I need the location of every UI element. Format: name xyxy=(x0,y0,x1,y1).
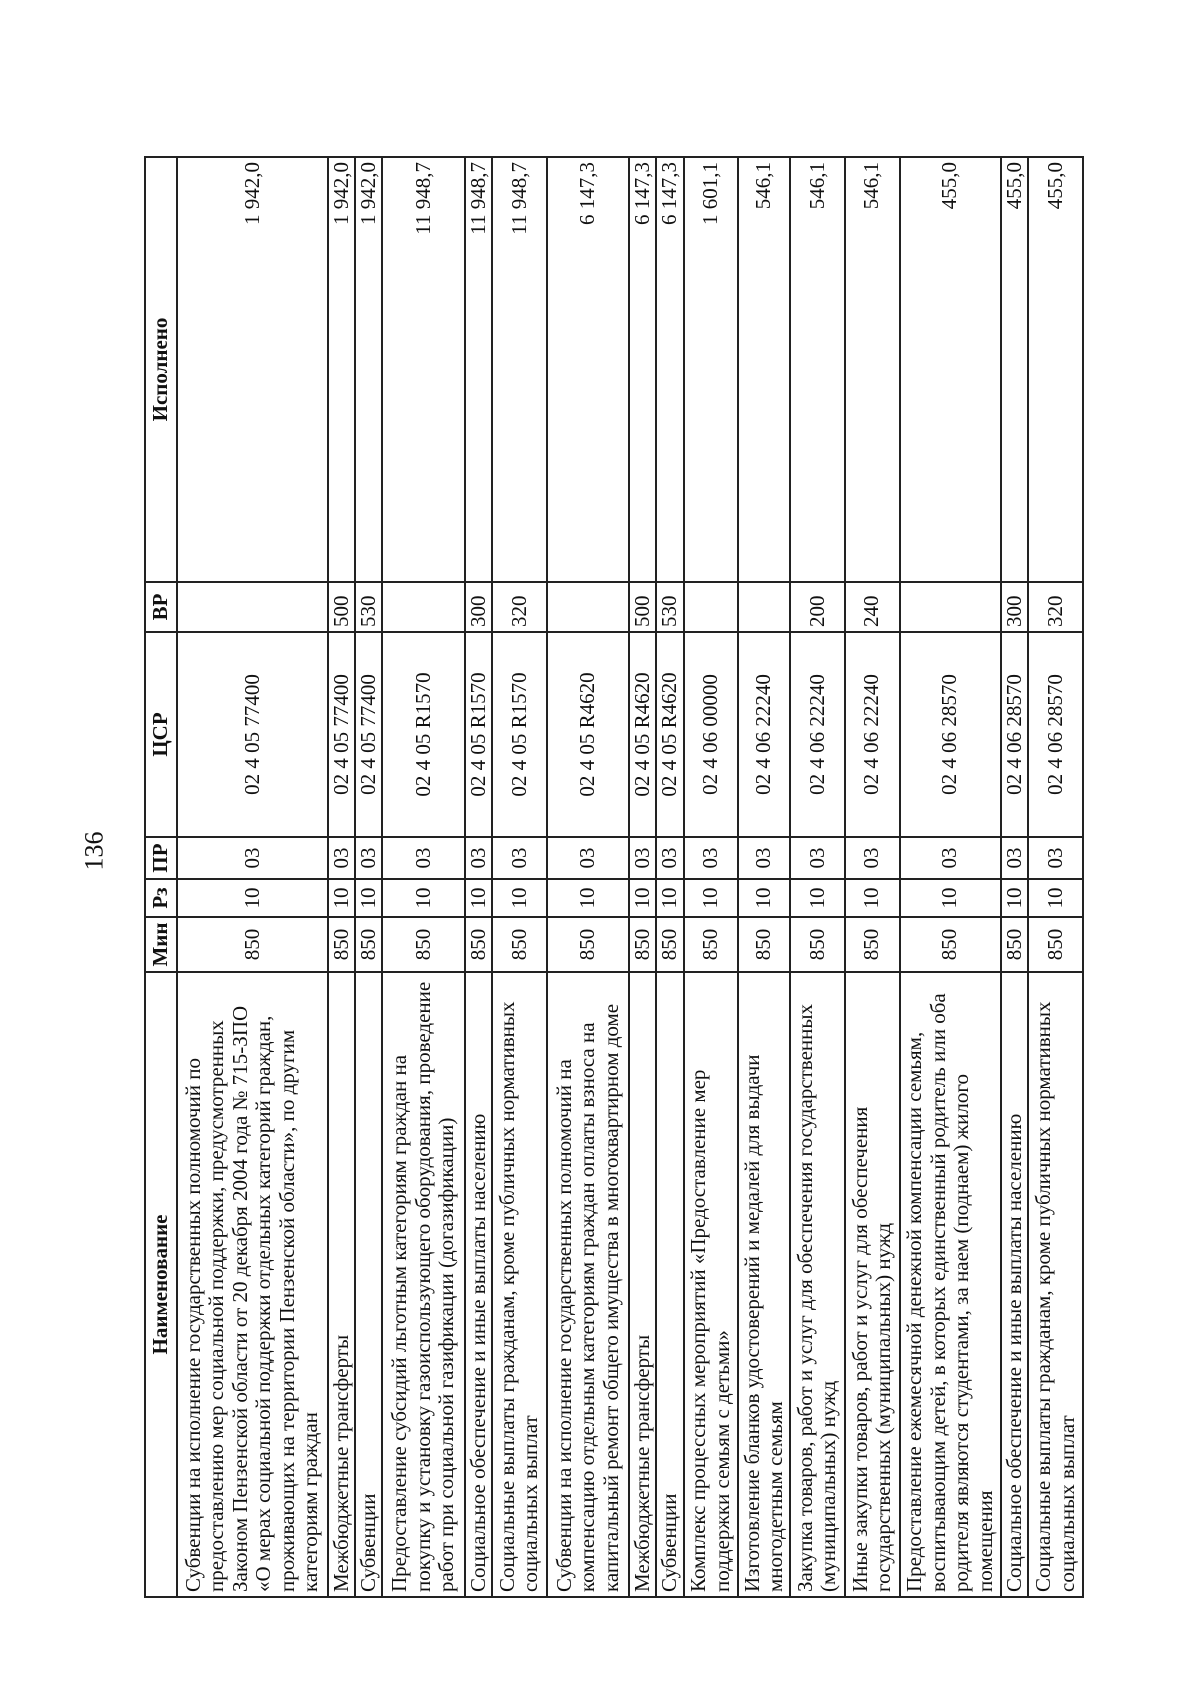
cell-name: Межбюджетные трансферты xyxy=(629,972,656,1597)
cell-pr: 03 xyxy=(629,837,656,879)
cell-amount: 546,1 xyxy=(738,157,790,582)
cell-vr: 320 xyxy=(492,582,547,632)
table-row xyxy=(629,157,656,1597)
cell-pr: 03 xyxy=(900,837,1001,879)
cell-csr: 02 4 06 28570 xyxy=(900,632,1001,837)
cell-min: 850 xyxy=(629,917,656,972)
cell-name: Иные закупки товаров, работ и услуг для обеспечения государственных (муниципальных) нужд xyxy=(845,972,900,1597)
cell-vr xyxy=(684,582,739,632)
cell-min: 850 xyxy=(1001,917,1028,972)
cell-vr: 500 xyxy=(328,582,355,632)
table-row xyxy=(547,157,629,1597)
cell-amount: 455,0 xyxy=(1001,157,1028,582)
cell-name: Закупка товаров, работ и услуг для обеспечения государственных (муниципальных) нужд xyxy=(790,972,845,1597)
table-row xyxy=(492,157,547,1597)
cell-amount: 1 942,0 xyxy=(355,157,382,582)
cell-name: Субвенции xyxy=(656,972,683,1597)
cell-min: 850 xyxy=(465,917,492,972)
cell-csr: 02 4 06 22240 xyxy=(790,632,845,837)
cell-min: 850 xyxy=(177,917,328,972)
cell-rz: 10 xyxy=(656,879,683,917)
table-row xyxy=(1028,157,1083,1597)
cell-pr: 03 xyxy=(547,837,629,879)
cell-amount: 1 601,1 xyxy=(684,157,739,582)
cell-name: Социальное обеспечение и иные выплаты населению xyxy=(1001,972,1028,1597)
header-name: Наименование xyxy=(145,972,177,1597)
cell-amount: 11 948,7 xyxy=(465,157,492,582)
cell-amount: 546,1 xyxy=(790,157,845,582)
cell-csr: 02 4 06 28570 xyxy=(1001,632,1028,837)
cell-rz: 10 xyxy=(738,879,790,917)
cell-vr: 300 xyxy=(465,582,492,632)
cell-rz: 10 xyxy=(1001,879,1028,917)
cell-name: Предоставление ежемесячной денежной компенсации семьям, воспитывающим детей, в которых единственный родитель или оба родителя являются студентами, за наем (поднаем) жилого помещения xyxy=(900,972,1001,1597)
cell-min: 850 xyxy=(845,917,900,972)
header-min: Мин xyxy=(145,917,177,972)
cell-rz: 10 xyxy=(845,879,900,917)
cell-amount: 6 147,3 xyxy=(629,157,656,582)
cell-rz: 10 xyxy=(328,879,355,917)
cell-csr: 02 4 06 00000 xyxy=(684,632,739,837)
cell-vr xyxy=(177,582,328,632)
table-row xyxy=(355,157,382,1597)
cell-name: Межбюджетные трансферты xyxy=(328,972,355,1597)
cell-vr: 530 xyxy=(355,582,382,632)
cell-rz: 10 xyxy=(465,879,492,917)
cell-csr: 02 4 06 22240 xyxy=(738,632,790,837)
cell-name: Социальное обеспечение и иные выплаты населению xyxy=(465,972,492,1597)
cell-rz: 10 xyxy=(790,879,845,917)
cell-min: 850 xyxy=(328,917,355,972)
table-row xyxy=(1001,157,1028,1597)
cell-rz: 10 xyxy=(1028,879,1083,917)
cell-vr xyxy=(547,582,629,632)
header-amount: Исполнено xyxy=(145,157,177,582)
cell-rz: 10 xyxy=(900,879,1001,917)
cell-amount: 1 942,0 xyxy=(177,157,328,582)
cell-csr: 02 4 05 R1570 xyxy=(382,632,464,837)
cell-pr: 03 xyxy=(355,837,382,879)
cell-min: 850 xyxy=(684,917,739,972)
table-row xyxy=(684,157,739,1597)
cell-csr: 02 4 05 R4620 xyxy=(656,632,683,837)
cell-min: 850 xyxy=(492,917,547,972)
table-row xyxy=(177,157,328,1597)
cell-rz: 10 xyxy=(492,879,547,917)
cell-pr: 03 xyxy=(328,837,355,879)
table-row xyxy=(465,157,492,1597)
cell-amount: 455,0 xyxy=(900,157,1001,582)
cell-min: 850 xyxy=(382,917,464,972)
cell-pr: 03 xyxy=(465,837,492,879)
cell-rz: 10 xyxy=(684,879,739,917)
cell-min: 850 xyxy=(656,917,683,972)
cell-pr: 03 xyxy=(738,837,790,879)
cell-vr: 240 xyxy=(845,582,900,632)
cell-name: Комплекс процессных мероприятий «Предоставление мер поддержки семьям с детьми» xyxy=(684,972,739,1597)
cell-pr: 03 xyxy=(656,837,683,879)
cell-min: 850 xyxy=(547,917,629,972)
cell-amount: 6 147,3 xyxy=(547,157,629,582)
cell-name: Социальные выплаты гражданам, кроме публичных нормативных социальных выплат xyxy=(1028,972,1083,1597)
cell-pr: 03 xyxy=(845,837,900,879)
cell-pr: 03 xyxy=(1001,837,1028,879)
cell-vr: 300 xyxy=(1001,582,1028,632)
cell-rz: 10 xyxy=(177,879,328,917)
cell-vr: 200 xyxy=(790,582,845,632)
cell-name: Социальные выплаты гражданам, кроме публичных нормативных социальных выплат xyxy=(492,972,547,1597)
table-row xyxy=(328,157,355,1597)
cell-amount: 11 948,7 xyxy=(492,157,547,582)
cell-vr: 500 xyxy=(629,582,656,632)
cell-min: 850 xyxy=(355,917,382,972)
cell-amount: 1 942,0 xyxy=(328,157,355,582)
cell-min: 850 xyxy=(790,917,845,972)
cell-min: 850 xyxy=(1028,917,1083,972)
cell-name: Предоставление субсидий льготным категориям граждан на покупку и установку газоиспользующего оборудования, проведение работ при социальной газификации (догазификации) xyxy=(382,972,464,1597)
cell-vr: 530 xyxy=(656,582,683,632)
cell-amount: 455,0 xyxy=(1028,157,1083,582)
cell-csr: 02 4 05 77400 xyxy=(177,632,328,837)
table-row xyxy=(900,157,1001,1597)
table-row xyxy=(845,157,900,1597)
cell-csr: 02 4 06 28570 xyxy=(1028,632,1083,837)
cell-name: Изготовление бланков удостоверений и медалей для выдачи многодетным семьям xyxy=(738,972,790,1597)
cell-vr xyxy=(382,582,464,632)
cell-pr: 03 xyxy=(684,837,739,879)
cell-name: Субвенции на исполнение государственных полномочий на компенсацию отдельным категориям граждан оплаты взноса на капитальный ремонт общего имущества в многоквартирном доме xyxy=(547,972,629,1597)
cell-pr: 03 xyxy=(492,837,547,879)
table-row xyxy=(738,157,790,1597)
header-pr: ПР xyxy=(145,837,177,879)
cell-amount: 6 147,3 xyxy=(656,157,683,582)
header-csr: ЦСР xyxy=(145,632,177,837)
cell-csr: 02 4 05 R4620 xyxy=(547,632,629,837)
cell-csr: 02 4 05 77400 xyxy=(328,632,355,837)
cell-min: 850 xyxy=(738,917,790,972)
table-header-row xyxy=(145,157,177,1597)
cell-csr: 02 4 05 R1570 xyxy=(465,632,492,837)
header-vr: ВР xyxy=(145,582,177,632)
cell-rz: 10 xyxy=(547,879,629,917)
header-rz: Рз xyxy=(145,879,177,917)
cell-pr: 03 xyxy=(790,837,845,879)
table-row xyxy=(382,157,464,1597)
cell-amount: 11 948,7 xyxy=(382,157,464,582)
rotated-table-container xyxy=(144,158,1084,1598)
cell-csr: 02 4 06 22240 xyxy=(845,632,900,837)
cell-vr: 320 xyxy=(1028,582,1083,632)
cell-name: Субвенции на исполнение государственных полномочий по предоставлению мер социальной поддержки, предусмотренных Законом Пензенской области от 20 декабря 2004 года № 715-ЗПО «О мерах социальной поддержки отдельных категорий граждан, проживающих на территории Пензенской области», по другим категориям граждан xyxy=(177,972,328,1597)
cell-vr xyxy=(738,582,790,632)
cell-pr: 03 xyxy=(382,837,464,879)
cell-csr: 02 4 05 R1570 xyxy=(492,632,547,837)
cell-csr: 02 4 05 R4620 xyxy=(629,632,656,837)
cell-rz: 10 xyxy=(629,879,656,917)
cell-pr: 03 xyxy=(177,837,328,879)
cell-csr: 02 4 05 77400 xyxy=(355,632,382,837)
cell-pr: 03 xyxy=(1028,837,1083,879)
cell-min: 850 xyxy=(900,917,1001,972)
cell-name: Субвенции xyxy=(355,972,382,1597)
cell-vr xyxy=(900,582,1001,632)
table-row xyxy=(790,157,845,1597)
budget-table xyxy=(144,156,1084,1598)
page-number: 136 xyxy=(79,831,109,871)
cell-rz: 10 xyxy=(355,879,382,917)
table-row xyxy=(656,157,683,1597)
cell-amount: 546,1 xyxy=(845,157,900,582)
cell-rz: 10 xyxy=(382,879,464,917)
